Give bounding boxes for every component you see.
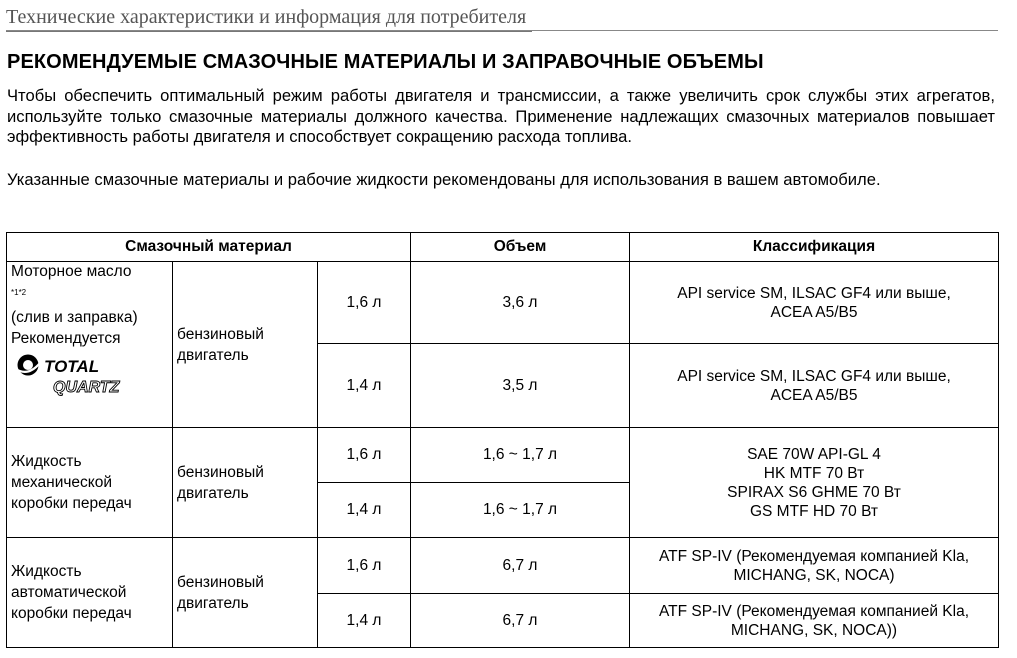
logo-product-text: QUARTZ: [53, 379, 120, 397]
header-title: Технические характеристики и информация для потребителя: [6, 5, 532, 32]
volume-cell: 6,7 л: [411, 594, 630, 648]
displacement-cell: 1,6 л: [318, 538, 411, 594]
displacement-cell: 1,6 л: [318, 428, 411, 483]
volume-cell: 3,6 л: [411, 262, 630, 344]
engine-type: бензиновый двигатель: [177, 463, 264, 502]
engine-type: бензиновый двигатель: [177, 573, 264, 612]
classification-cell: ATF SP-IV (Рекомендуемая компанией Kla, MICHANG, SK, NOCA): [630, 538, 999, 594]
engine-oil-note: *1*2: [11, 288, 27, 297]
header-classification: Классификация: [630, 233, 999, 262]
classification-cell: API service SM, ILSAC GF4 или выше, ACEA A5/B5: [630, 344, 999, 428]
classification-cell: API service SM, ILSAC GF4 или выше, ACEA A5/B5: [630, 262, 999, 344]
table-header-row: [7, 233, 999, 262]
recommend-paragraph: Указанные смазочные материалы и рабочие жидкости рекомендованы для использования в вашем автомобиле.: [7, 170, 881, 189]
table-row: [7, 262, 999, 344]
automatic-fluid-cell: Жидкость автоматической коробки передач: [7, 538, 173, 648]
logo-brand-text: TOTAL: [44, 357, 100, 377]
header-material: Смазочный материал: [7, 233, 411, 262]
volume-cell: 1,6 ~ 1,7 л: [411, 483, 630, 538]
engine-type: бензиновый двигатель: [177, 325, 264, 364]
intro-paragraph: Чтобы обеспечить оптимальный режим работы двигателя и трансмиссии, а также увеличить срок службы этих агрегатов, используйте только смазочные материалы должного качества. Применение надлежащих смазочных материалов повышает эффективность работы двигателя и способствует сокращению расхода топлива.: [7, 86, 995, 146]
engine-type-cell: [173, 538, 318, 648]
engine-oil-name: Моторное масло: [11, 263, 132, 280]
engine-type-cell: [173, 428, 318, 538]
table-row: [7, 428, 999, 483]
page-header: [6, 5, 998, 33]
volume-cell: 6,7 л: [411, 538, 630, 594]
volume-cell: 1,6 ~ 1,7 л: [411, 428, 630, 483]
engine-type-cell: [173, 262, 318, 428]
classification-cell: ATF SP-IV (Рекомендуемая компанией Kla, MICHANG, SK, NOCA)): [630, 594, 999, 648]
header-rule: [6, 30, 998, 31]
lubricants-table: [6, 232, 999, 648]
engine-oil-cell: [7, 262, 173, 428]
engine-oil-recommended: Рекомендуется: [11, 330, 121, 348]
total-quartz-logo: [11, 351, 151, 399]
engine-oil-drain: (слив и заправка): [11, 309, 138, 327]
section-title: РЕКОМЕНДУЕМЫЕ СМАЗОЧНЫЕ МАТЕРИАЛЫ И ЗАПРАВОЧНЫЕ ОБЪЕМЫ: [7, 51, 764, 73]
displacement-cell: 1,4 л: [318, 594, 411, 648]
volume-cell: 3,5 л: [411, 344, 630, 428]
displacement-cell: 1,6 л: [318, 262, 411, 344]
table-row: [7, 538, 999, 594]
manual-fluid-cell: Жидкость механической коробки передач: [7, 428, 173, 538]
displacement-cell: 1,4 л: [318, 344, 411, 428]
header-volume: Объем: [411, 233, 630, 262]
classification-cell: SAE 70W API-GL 4 HK MTF 70 Вт SPIRAX S6 GHME 70 Вт GS MTF HD 70 Вт: [630, 428, 999, 538]
displacement-cell: 1,4 л: [318, 483, 411, 538]
